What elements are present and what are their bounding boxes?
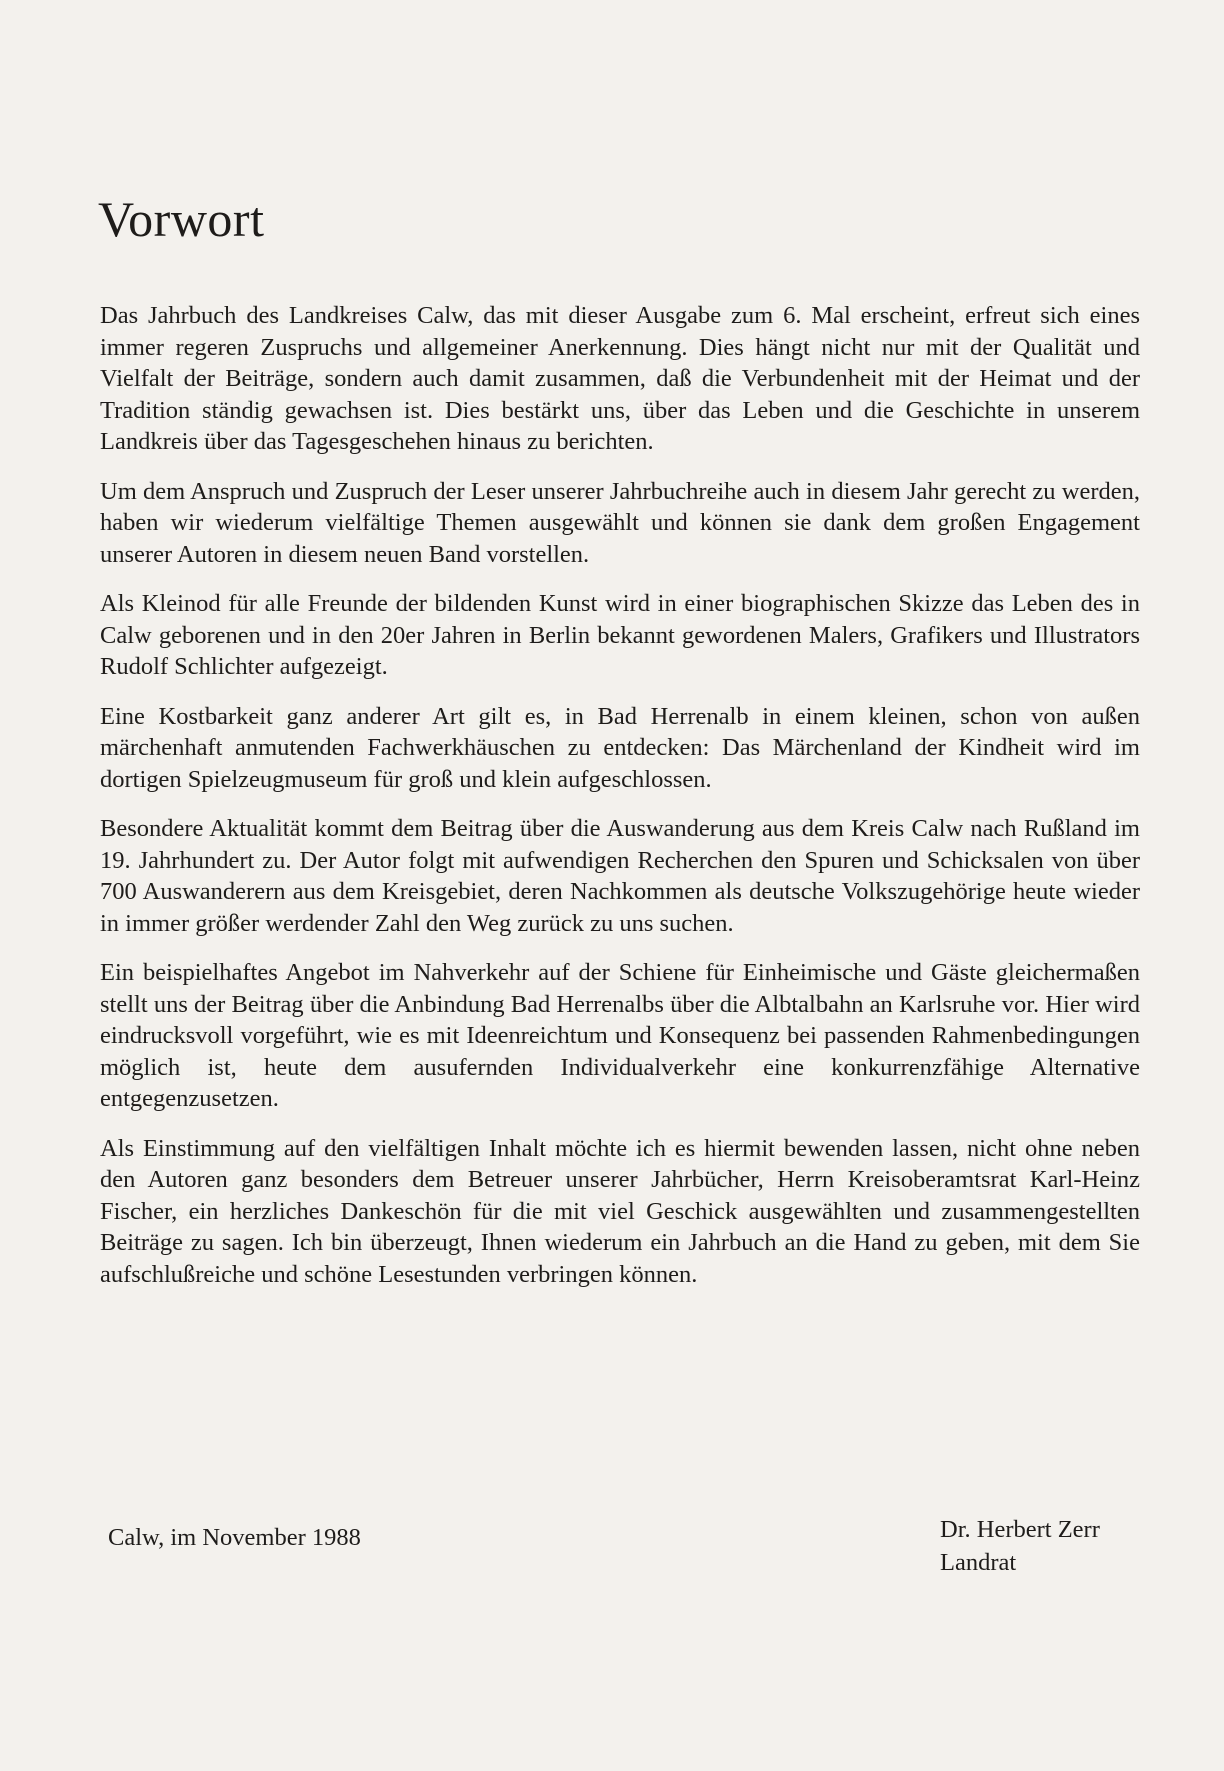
paragraph-4: Eine Kostbarkeit ganz anderer Art gilt es, in Bad Herrenalb in einem kleinen, schon von außen märchenhaft anmutenden Fachwerkhäuschen zu entdecken: Das Märchenland der Kindheit wird im dortigen Spielzeugmuseum für groß und klein aufgeschlossen.	[100, 702, 1140, 793]
foreword-body	[100, 300, 1140, 1308]
signature-block	[940, 1513, 1100, 1579]
signer-name: Dr. Herbert Zerr	[940, 1516, 1100, 1543]
page-title: Vorwort	[98, 191, 265, 247]
place-and-date: Calw, im November 1988	[108, 1524, 361, 1551]
paragraph-6: Ein beispielhaftes Angebot im Nahverkehr auf der Schiene für Einheimische und Gäste gleichermaßen stellt uns der Beitrag über die Anbindung Bad Herrenalbs über die Albtalbahn an Karlsruhe vor. Hier wird eindrucksvoll vorgeführt, wie es mit Ideenreichtum und Konsequenz bei passenden Rahmenbedingungen möglich ist, heute dem ausufernden Individualverkehr eine konkurrenzfähige Alternative entgegenzusetzen.	[100, 959, 1140, 1112]
paragraph-1: Das Jahrbuch des Landkreises Calw, das mit dieser Ausgabe zum 6. Mal erscheint, erfreut sich eines immer regeren Zuspruchs und allgemeiner Anerkennung. Dies hängt nicht nur mit der Qualität und Vielfalt der Beiträge, sondern auch damit zusammen, daß die Verbundenheit mit der Heimat und der Tradition ständig gewachsen ist. Dies bestärkt uns, über das Leben und die Geschichte in unserem Landkreis über das Tagesgeschehen hinaus zu berichten.	[100, 302, 1140, 455]
paragraph-2: Um dem Anspruch und Zuspruch der Leser unserer Jahrbuchreihe auch in diesem Jahr gerecht zu werden, haben wir wiederum vielfältige Themen ausgewählt und können sie dank dem großen Engagement unserer Autoren in diesem neuen Band vorstellen.	[100, 477, 1140, 568]
paragraph-7: Als Einstimmung auf den vielfältigen Inhalt möchte ich es hiermit bewenden lassen, nicht ohne neben den Autoren ganz besonders dem Betreuer unserer Jahrbücher, Herrn Kreisoberamtsrat Karl-Heinz Fischer, ein herzliches Dankeschön für die mit viel Geschick ausgewählten und zusammengestellten Beiträge zu sagen. Ich bin überzeugt, Ihnen wiederum ein Jahrbuch an die Hand zu geben, mit dem Sie aufschlußreiche und schöne Lesestunden verbringen können.	[100, 1134, 1140, 1288]
paragraph-5: Besondere Aktualität kommt dem Beitrag über die Auswanderung aus dem Kreis Calw nach Rußland im 19. Jahrhundert zu. Der Autor folgt mit aufwendigen Recherchen den Spuren und Schicksalen von über 700 Auswanderern aus dem Kreisgebiet, deren Nachkommen als deutsche Volkszugehörige heute wieder in immer größer werdender Zahl den Weg zurück zu uns suchen.	[100, 815, 1140, 937]
signer-title: Landrat	[940, 1549, 1017, 1576]
paragraph-3: Als Kleinod für alle Freunde der bildenden Kunst wird in einer biographischen Skizze das Leben des in Calw geborenen und in den 20er Jahren in Berlin bekannt gewordenen Malers, Grafikers und Illustrators Rudolf Schlichter aufgezeigt.	[100, 590, 1140, 680]
